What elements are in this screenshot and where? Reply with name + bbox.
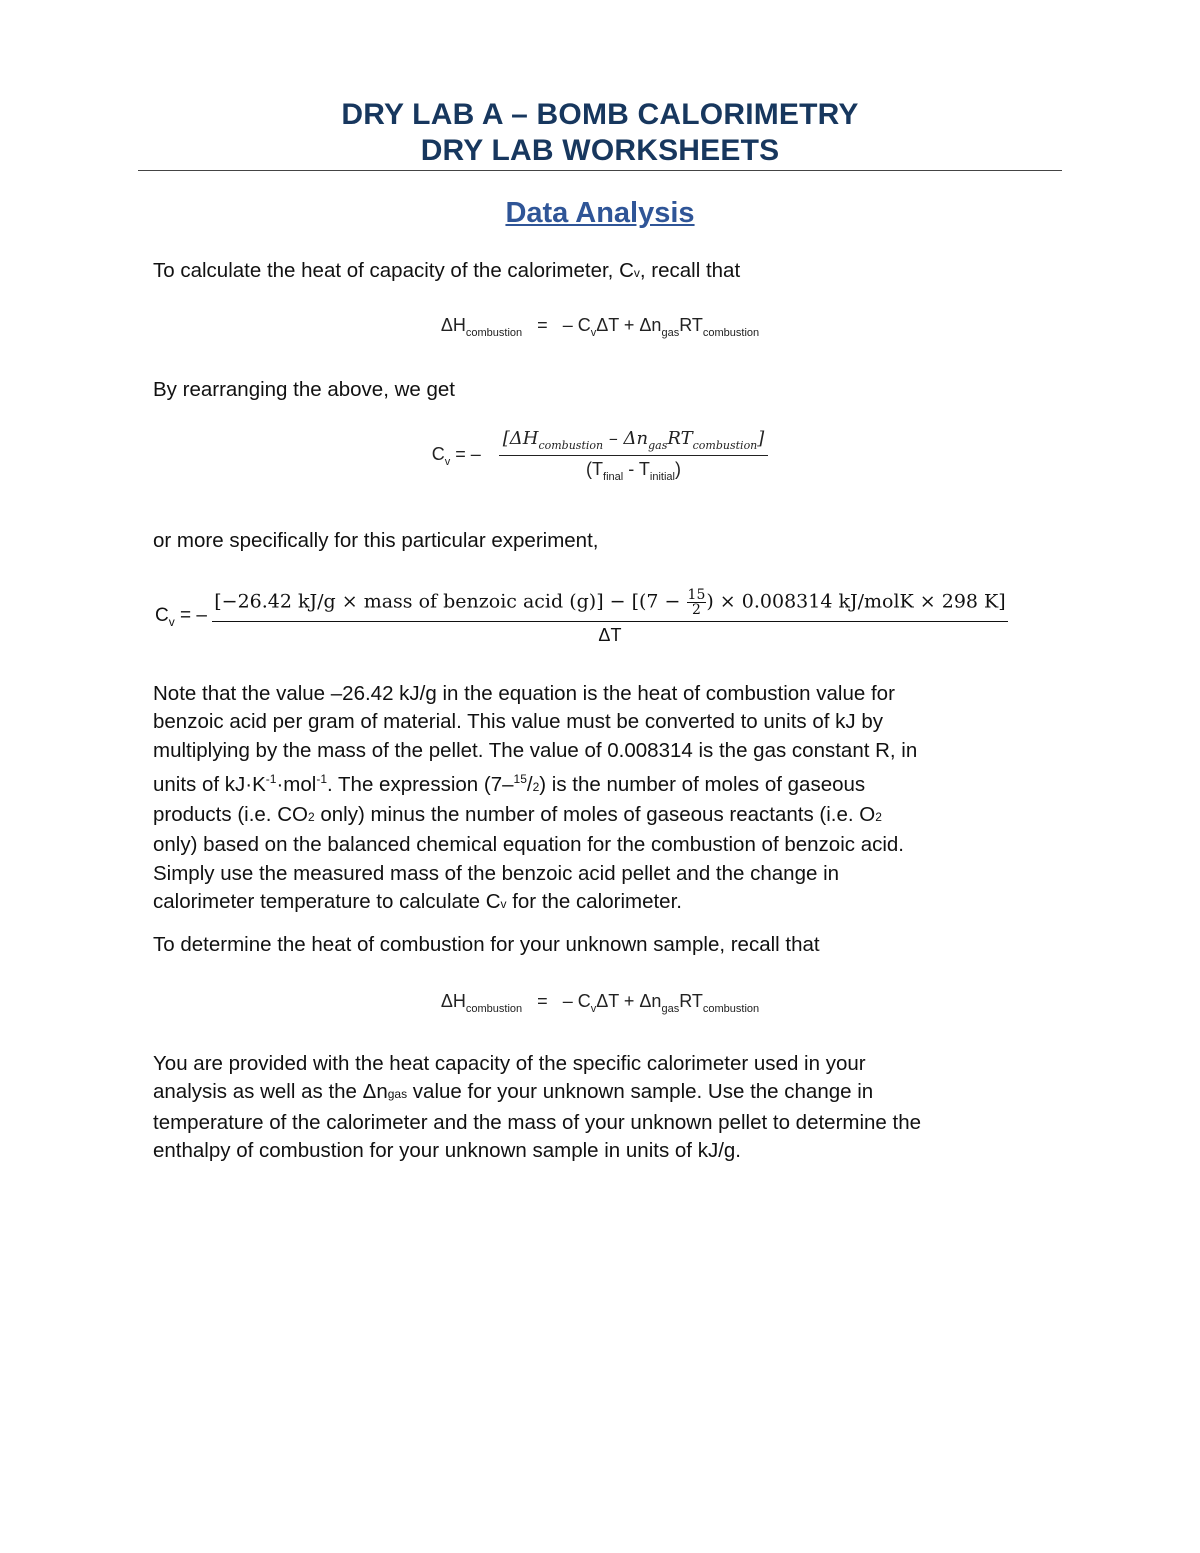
enthalpy-equation-2: $\Delta H_{combustion}$ = – $C_v\Delta T + \Delta n_{gas}RT_{combustion}$ [440,991,760,1015]
instructions-paragraph: You are provided with the heat capacity of the specific calorimeter used in your analysis as well as the Δngas value for your unknown sample. Use the change in temperature of the calorimeter and the mass of your unknown pellet to determine the enthalpy of combustion for your unknown sample in units of kJ/g. [153,1052,922,1162]
header-divider [138,170,1062,171]
intro-paragraph: To calculate the heat of capacity of the calorimeter, Cv, recall that [153,259,741,282]
heat-capacity-equation: $C_v$ = – $\frac{[\Delta H_{combustion} - \Delta n_{gas}RT_{combustion}]}{(T_{final} - T_{initial})}$ [0,428,1200,483]
benzoic-acid-equation: $C_v$ = – [−26.42 kJ/g × mass of benzoic acid (g)] − [(7 − $\frac{15}{2}$ ) × 0.008314 kJ/molK × 298 K] ΔT [155,587,1006,645]
fraction-numerator: $[\Delta H_{combustion} - \Delta n_{gas}RT_{combustion}]$ [499,428,769,456]
unknown-intro-paragraph: To determine the heat of combustion for your unknown sample, recall that [153,933,820,956]
specific-paragraph: or more specifically for this particular experiment, [153,529,599,552]
enthalpy-equation-1: $\Delta H_{combustion}$ = – $C_v\Delta T + \Delta n_{gas}RT_{combustion}$ [440,315,760,339]
rearrange-paragraph: By rearranging the above, we get [153,378,455,401]
inline-fraction: $\frac{15}{2}$ [687,587,706,618]
fraction-denominator: $(T_{final} - T_{initial})$ [586,459,681,483]
document-title: DRY LAB A – BOMB CALORIMETRY [341,98,859,131]
document-subtitle: DRY LAB WORKSHEETS [420,134,780,167]
section-heading: Data Analysis [505,197,695,229]
fraction-denominator: ΔT [598,625,622,645]
explanation-paragraph: Note that the value –26.42 kJ/g in the equation is the heat of combustion value for benzoic acid per gram of material. This value must be converted to units of kJ by multiplying by the mass of the pellet. The value of 0.008314 is the gas constant R, in units of $kJ\cdot K^{-1}\cdot mol^{-1}$. The expression (7–$^{15}$/2) is the number of moles of gaseous products (i.e. CO2 only) minus the number of moles of gaseous reactants (i.e. O2 only) based on the balanced chemical equation for the combustion of benzoic acid. Simply use the measured mass of the benzoic acid pellet and the change in calorimeter temperature to calculate Cv for the calorimeter. [153,682,918,913]
fraction-numerator: [−26.42 kJ/g × mass of benzoic acid (g)] − [(7 − $\frac{15}{2}$ ) × 0.008314 kJ/molK × 298 K] [212,588,1007,622]
